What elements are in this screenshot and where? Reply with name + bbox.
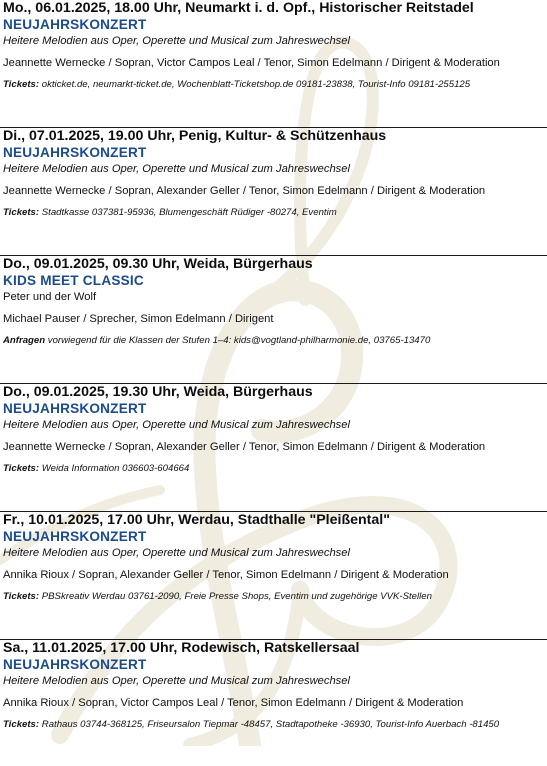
tickets-label: Tickets:: [3, 719, 40, 730]
tickets-text: Rathaus 03744-368125, Friseursalon Tiepmar -48457, Stadtapotheke -36930, Tourist-Info Auerbach -81450: [39, 719, 500, 730]
event-tickets: [3, 78, 543, 91]
inquiries-label: Anfragen: [3, 335, 46, 346]
event-concert-title: NEUJAHRSKONZERT: [3, 145, 147, 160]
event-performers: Annika Rioux / Sopran, Alexander Geller / Tenor, Simon Edelmann / Dirigent & Moderation: [3, 569, 449, 581]
event-entry: [0, 512, 547, 640]
event-concert-title: NEUJAHRSKONZERT: [3, 401, 147, 416]
event-concert-title: KIDS MEET CLASSIC: [3, 273, 144, 288]
event-subtitle: Heitere Melodien aus Oper, Operette und Musical zum Jahreswechsel: [3, 35, 350, 47]
tickets-label: Tickets:: [3, 79, 40, 90]
event-subtitle: Heitere Melodien aus Oper, Operette und Musical zum Jahreswechsel: [3, 675, 350, 687]
event-subtitle: Heitere Melodien aus Oper, Operette und Musical zum Jahreswechsel: [3, 163, 350, 175]
tickets-text: Stadtkasse 037381-95936, Blumengeschäft Rüdiger -80274, Eventim: [39, 207, 337, 218]
event-performers: Jeannette Wernecke / Sopran, Alexander Geller / Tenor, Simon Edelmann / Dirigent & Moderation: [3, 185, 486, 197]
tickets-text: PBSkreativ Werdau 03761-2090, Freie Presse Shops, Eventim und zugehörige VVK-Stellen: [39, 591, 432, 602]
event-tickets: [3, 590, 543, 603]
event-inquiries: [3, 334, 543, 347]
event-tickets: [3, 718, 543, 731]
event-performers: Jeannette Wernecke / Sopran, Alexander Geller / Tenor, Simon Edelmann / Dirigent & Moderation: [3, 441, 486, 453]
event-performers: Annika Rioux / Sopran, Victor Campos Leal / Tenor, Simon Edelmann / Dirigent & Moderation: [3, 697, 464, 709]
event-heading: Mo., 06.01.2025, 18.00 Uhr, Neumarkt i. d. Opf., Historischer Reitstadel: [3, 0, 474, 16]
event-subtitle: Heitere Melodien aus Oper, Operette und Musical zum Jahreswechsel: [3, 419, 350, 431]
event-heading: Do., 09.01.2025, 09.30 Uhr, Weida, Bürgerhaus: [3, 256, 313, 272]
tickets-label: Tickets:: [3, 463, 40, 474]
event-concert-title: NEUJAHRSKONZERT: [3, 529, 147, 544]
tickets-text: okticket.de, neumarkt-ticket.de, Wochenblatt-Ticketshop.de 09181-23838, Tourist-Info 09181-255125: [39, 79, 471, 90]
event-heading: Sa., 11.01.2025, 17.00 Uhr, Rodewisch, Ratskellersaal: [3, 640, 360, 656]
event-concert-title: NEUJAHRSKONZERT: [3, 17, 147, 32]
event-entry: [0, 0, 547, 128]
tickets-label: Tickets:: [3, 207, 40, 218]
event-entry: [0, 640, 547, 766]
event-subtitle: Peter und der Wolf: [3, 291, 97, 303]
event-entry: [0, 128, 547, 256]
event-tickets: [3, 206, 543, 219]
event-performers: Michael Pauser / Sprecher, Simon Edelmann / Dirigent: [3, 313, 274, 325]
event-tickets: [3, 462, 543, 475]
event-entry: [0, 256, 547, 384]
tickets-text: Weida Information 036603-604664: [39, 463, 190, 474]
event-heading: Do., 09.01.2025, 19.30 Uhr, Weida, Bürgerhaus: [3, 384, 313, 400]
inquiries-text: vorwiegend für die Klassen der Stufen 1–4: kids@vogtland-philharmonie.de, 03765-13470: [45, 335, 431, 346]
event-entry: [0, 384, 547, 512]
event-subtitle: Heitere Melodien aus Oper, Operette und Musical zum Jahreswechsel: [3, 547, 350, 559]
event-performers: Jeannette Wernecke / Sopran, Victor Campos Leal / Tenor, Simon Edelmann / Dirigent & Moderation: [3, 57, 500, 69]
tickets-label: Tickets:: [3, 591, 40, 602]
event-heading: Fr., 10.01.2025, 17.00 Uhr, Werdau, Stadthalle "Pleißental": [3, 512, 390, 528]
event-concert-title: NEUJAHRSKONZERT: [3, 657, 147, 672]
event-heading: Di., 07.01.2025, 19.00 Uhr, Penig, Kultur- & Schützenhaus: [3, 128, 387, 144]
